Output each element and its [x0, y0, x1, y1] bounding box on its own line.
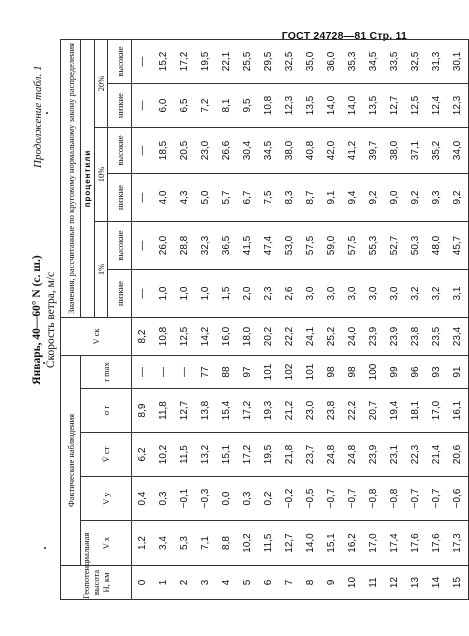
table-cell: 96: [405, 355, 426, 388]
table-cell: 12: [384, 566, 405, 600]
table-cell: 98: [321, 355, 342, 388]
table-cell: —: [153, 355, 174, 388]
table-cell: 0,4: [132, 477, 154, 521]
table-cell: 6: [258, 566, 279, 600]
table-cell: 8: [300, 566, 321, 600]
table-cell: 1: [153, 566, 174, 600]
table-cell: 16,0: [216, 317, 237, 355]
table-cell: 38,0: [279, 127, 300, 173]
table-cell: 23,9: [363, 433, 384, 477]
table-cell: 26,0: [153, 221, 174, 269]
col-p20-high: высокие: [108, 39, 132, 83]
table-cell: 57,5: [300, 221, 321, 269]
table-cell: 10,2: [153, 433, 174, 477]
col-p20-low: низкие: [108, 83, 132, 127]
table-row: [174, 39, 195, 599]
table-cell: 97: [237, 355, 258, 388]
table-cell: 11: [363, 566, 384, 600]
col-rmax: r max: [81, 355, 132, 388]
table-cell: 18,1: [405, 389, 426, 433]
table-cell: —: [132, 83, 154, 127]
table-cell: 3,1: [447, 269, 469, 317]
table-cell: 52,7: [384, 221, 405, 269]
table-row: [321, 39, 342, 599]
table-cell: 17,2: [237, 433, 258, 477]
col-vst: V̄ ст: [81, 433, 132, 477]
table-cell: —: [132, 127, 154, 173]
table-cell: 22,3: [405, 433, 426, 477]
table-cell: 45,7: [447, 221, 469, 269]
table-cell: 23,8: [405, 317, 426, 355]
table-cell: 1,0: [195, 269, 216, 317]
table-cell: 1,0: [174, 269, 195, 317]
table-cell: 4,3: [174, 173, 195, 221]
table-cell: 9,5: [237, 83, 258, 127]
table-cell: 3: [195, 566, 216, 600]
table-cell: 25,5: [237, 39, 258, 83]
table-cell: 34,5: [258, 127, 279, 173]
table-cell: 12,5: [405, 83, 426, 127]
table-cell: 9,2: [405, 173, 426, 221]
table-cell: 33,5: [384, 39, 405, 83]
table-cell: 28,8: [174, 221, 195, 269]
table-row: [342, 39, 363, 599]
table-cell: 23,5: [426, 317, 447, 355]
table-cell: 35,3: [342, 39, 363, 83]
table-cell: 10,8: [258, 83, 279, 127]
table-cell: 50,3: [405, 221, 426, 269]
table-cell: 23,8: [321, 389, 342, 433]
table-row: [363, 39, 384, 599]
table-cell: 59,0: [321, 221, 342, 269]
table-cell: 3,0: [384, 269, 405, 317]
table-cell: 10,2: [237, 521, 258, 566]
table-cell: 23,9: [384, 317, 405, 355]
table-cell: 38,0: [384, 127, 405, 173]
table-cell: −0,8: [363, 477, 384, 521]
table-cell: 6,0: [153, 83, 174, 127]
table-cell: 23,4: [447, 317, 469, 355]
col-percentiles: процентили: [81, 39, 95, 317]
table-cell: 8,9: [132, 389, 154, 433]
table-cell: 8,7: [300, 173, 321, 221]
table-cell: 12,3: [447, 83, 469, 127]
table-cell: 9,0: [384, 173, 405, 221]
table-cell: 26,6: [216, 127, 237, 173]
table-cell: 53,0: [279, 221, 300, 269]
table-cell: —: [132, 355, 154, 388]
col-actual-group: Фактические наблюдения: [61, 355, 81, 565]
table-cell: 101: [258, 355, 279, 388]
table-cell: 15,2: [153, 39, 174, 83]
table-cell: 1,5: [216, 269, 237, 317]
table-cell: 12,7: [384, 83, 405, 127]
table-cell: 25,2: [321, 317, 342, 355]
col-p10: 10%: [95, 127, 108, 221]
table-cell: 9,2: [447, 173, 469, 221]
table-row: [426, 39, 447, 599]
table-row: [279, 39, 300, 599]
table-cell: 3,4: [153, 521, 174, 566]
table-cell: 23,9: [363, 317, 384, 355]
table-cell: 4: [216, 566, 237, 600]
table-cell: 35,2: [426, 127, 447, 173]
table-cell: −0,7: [405, 477, 426, 521]
table-cell: 11,5: [258, 521, 279, 566]
table-cell: 17,2: [174, 39, 195, 83]
col-p1-high: высокие: [108, 221, 132, 269]
table-cell: 18,5: [153, 127, 174, 173]
table-cell: 21,2: [279, 389, 300, 433]
standard-header: ГОСТ 24728—81 Стр. 11: [281, 30, 407, 42]
table-cell: 12,7: [174, 389, 195, 433]
table-cell: 17,4: [384, 521, 405, 566]
table-cell: 23,0: [300, 389, 321, 433]
table-cell: 29,5: [258, 39, 279, 83]
table-cell: 20,6: [447, 433, 469, 477]
table-cell: 3,0: [342, 269, 363, 317]
table-cell: 18,0: [237, 317, 258, 355]
table-cell: 41,5: [237, 221, 258, 269]
table-cell: 22,2: [342, 389, 363, 433]
table-cell: 17,6: [405, 521, 426, 566]
table-cell: 2,0: [237, 269, 258, 317]
table-cell: 8,3: [279, 173, 300, 221]
table-cell: 11,5: [174, 433, 195, 477]
table-cell: 47,4: [258, 221, 279, 269]
table-cell: 17,0: [363, 521, 384, 566]
table-cell: 6,5: [174, 83, 195, 127]
table-cell: 34,0: [447, 127, 469, 173]
table-cell: 32,5: [405, 39, 426, 83]
table-cell: 14,0: [300, 521, 321, 566]
table-cell: 7,2: [195, 83, 216, 127]
table-cell: 19,5: [195, 39, 216, 83]
table-cell: 0,3: [153, 477, 174, 521]
table-cell: 17,6: [426, 521, 447, 566]
table-cell: 55,3: [363, 221, 384, 269]
table-cell: 48,0: [426, 221, 447, 269]
table-cell: 12,4: [426, 83, 447, 127]
table-cell: —: [132, 39, 154, 83]
col-height: Геопотенциальная высота H, км: [61, 566, 132, 600]
table-cell: 24,8: [342, 433, 363, 477]
table-cell: 13,8: [195, 389, 216, 433]
table-cell: −0,1: [174, 477, 195, 521]
table-cell: 7,5: [258, 173, 279, 221]
col-vsk: V ск: [61, 317, 132, 355]
table-cell: 14,0: [342, 83, 363, 127]
table-cell: 13: [405, 566, 426, 600]
table-cell: 2,6: [279, 269, 300, 317]
table-cell: 88: [216, 355, 237, 388]
table-cell: —: [174, 355, 195, 388]
table-cell: 102: [279, 355, 300, 388]
table-cell: 91: [447, 355, 469, 388]
table-cell: −0,7: [321, 477, 342, 521]
table-cell: 13,5: [300, 83, 321, 127]
table-cell: 24,1: [300, 317, 321, 355]
table-cell: 99: [384, 355, 405, 388]
table-cell: 5,0: [195, 173, 216, 221]
table-cell: 12,7: [279, 521, 300, 566]
table-cell: 12,5: [174, 317, 195, 355]
table-cell: 3,0: [363, 269, 384, 317]
table-cell: 14,0: [321, 83, 342, 127]
table-cell: 36,5: [216, 221, 237, 269]
table-cell: 6,7: [237, 173, 258, 221]
table-cell: 0: [132, 566, 154, 600]
table-cell: 34,5: [363, 39, 384, 83]
col-p20: 20%: [95, 39, 108, 127]
table-row: [447, 39, 469, 599]
table-cell: 5,3: [174, 521, 195, 566]
col-p1: 1%: [95, 221, 108, 317]
table-cell: 3,0: [321, 269, 342, 317]
table-cell: 22,1: [216, 39, 237, 83]
table-cell: 17,3: [447, 521, 469, 566]
table-subtitle: Скорость ветра, м/с: [45, 271, 57, 369]
table-cell: 20,5: [174, 127, 195, 173]
table-cell: 21,4: [426, 433, 447, 477]
col-norm-group: Значения, рассчитанные по круговому нормальному закону распределения: [61, 39, 81, 317]
table-cell: 32,5: [279, 39, 300, 83]
table-row: [300, 39, 321, 599]
col-p10-low: низкие: [108, 173, 132, 221]
table-cell: 12,3: [279, 83, 300, 127]
table-row: [195, 39, 216, 599]
table-row: [153, 39, 174, 599]
col-p10-high: высокие: [108, 127, 132, 173]
table-row: [237, 39, 258, 599]
table-cell: 9,2: [363, 173, 384, 221]
table-cell: 17,2: [237, 389, 258, 433]
table-cell: 15,1: [216, 433, 237, 477]
table-row: [216, 39, 237, 599]
table-cell: 0,0: [216, 477, 237, 521]
table-cell: 9,3: [426, 173, 447, 221]
table-cell: 19,3: [258, 389, 279, 433]
table-cell: 1,2: [132, 521, 154, 566]
table-cell: 19,5: [258, 433, 279, 477]
continuation-label: Продолжение табл. 1: [32, 65, 44, 168]
table-cell: 93: [426, 355, 447, 388]
table-month-title: Январь, 40—60° N (с. ш.): [31, 255, 43, 385]
table-cell: 30,4: [237, 127, 258, 173]
table-cell: —: [132, 173, 154, 221]
table-cell: 23,0: [195, 127, 216, 173]
table-cell: 16,2: [342, 521, 363, 566]
table-cell: 13,5: [363, 83, 384, 127]
table-cell: 77: [195, 355, 216, 388]
table-row: [132, 39, 154, 599]
table-cell: 1,0: [153, 269, 174, 317]
table-cell: −0,3: [195, 477, 216, 521]
table-cell: 24,8: [321, 433, 342, 477]
table-cell: 7,1: [195, 521, 216, 566]
table-cell: 37,1: [405, 127, 426, 173]
table-cell: 2: [174, 566, 195, 600]
table-cell: 19,4: [384, 389, 405, 433]
table-cell: 2,3: [258, 269, 279, 317]
table-cell: 8,8: [216, 521, 237, 566]
table-cell: —: [132, 221, 154, 269]
col-vy: V y: [81, 477, 132, 521]
col-p1-low: низкие: [108, 269, 132, 317]
table-cell: 0,3: [237, 477, 258, 521]
table-cell: 16,1: [447, 389, 469, 433]
table-cell: 14,2: [195, 317, 216, 355]
table-cell: 20,7: [363, 389, 384, 433]
rotated-table-block: [8, 40, 463, 600]
table-cell: 98: [342, 355, 363, 388]
table-cell: 15: [447, 566, 469, 600]
table-cell: 31,3: [426, 39, 447, 83]
table-cell: 13,2: [195, 433, 216, 477]
table-cell: 17,0: [426, 389, 447, 433]
table-cell: 3,0: [300, 269, 321, 317]
table-cell: 23,7: [300, 433, 321, 477]
table-cell: 3,2: [426, 269, 447, 317]
table-cell: 4,0: [153, 173, 174, 221]
table-row: [258, 39, 279, 599]
table-cell: 100: [363, 355, 384, 388]
table-cell: 41,2: [342, 127, 363, 173]
col-vx: V x: [81, 521, 132, 566]
table-cell: 14: [426, 566, 447, 600]
table-cell: 9,4: [342, 173, 363, 221]
table-cell: 20,2: [258, 317, 279, 355]
table-cell: −0,8: [384, 477, 405, 521]
table-cell: 42,0: [321, 127, 342, 173]
table-row: [384, 39, 405, 599]
table-cell: 30,1: [447, 39, 469, 83]
table-cell: 24,0: [342, 317, 363, 355]
table-cell: 11,8: [153, 389, 174, 433]
table-cell: 10,8: [153, 317, 174, 355]
table-cell: 0,2: [258, 477, 279, 521]
table-cell: 32,3: [195, 221, 216, 269]
table-cell: 15,1: [321, 521, 342, 566]
table-cell: 10: [342, 566, 363, 600]
table-cell: 23,1: [384, 433, 405, 477]
table-cell: 9: [321, 566, 342, 600]
table-body: [132, 39, 469, 599]
table-cell: 7: [279, 566, 300, 600]
table-cell: 3,2: [405, 269, 426, 317]
wind-speed-table: [60, 39, 469, 600]
table-cell: 36,0: [321, 39, 342, 83]
table-cell: 101: [300, 355, 321, 388]
table-cell: —: [132, 269, 154, 317]
table-cell: 15,4: [216, 389, 237, 433]
table-cell: −0,2: [279, 477, 300, 521]
col-sigma: σ r: [81, 389, 132, 433]
table-cell: −0,5: [300, 477, 321, 521]
table-cell: 57,5: [342, 221, 363, 269]
table-cell: 9,1: [321, 173, 342, 221]
table-cell: 8,2: [132, 317, 154, 355]
table-cell: 40,8: [300, 127, 321, 173]
table-cell: 21,8: [279, 433, 300, 477]
table-cell: −0,7: [426, 477, 447, 521]
table-cell: 6,2: [132, 433, 154, 477]
table-cell: 35,0: [300, 39, 321, 83]
table-cell: 22,2: [279, 317, 300, 355]
table-cell: −0,7: [342, 477, 363, 521]
table-cell: 8,1: [216, 83, 237, 127]
table-cell: 5,7: [216, 173, 237, 221]
table-cell: 39,7: [363, 127, 384, 173]
table-row: [405, 39, 426, 599]
table-cell: −0,6: [447, 477, 469, 521]
table-cell: 5: [237, 566, 258, 600]
